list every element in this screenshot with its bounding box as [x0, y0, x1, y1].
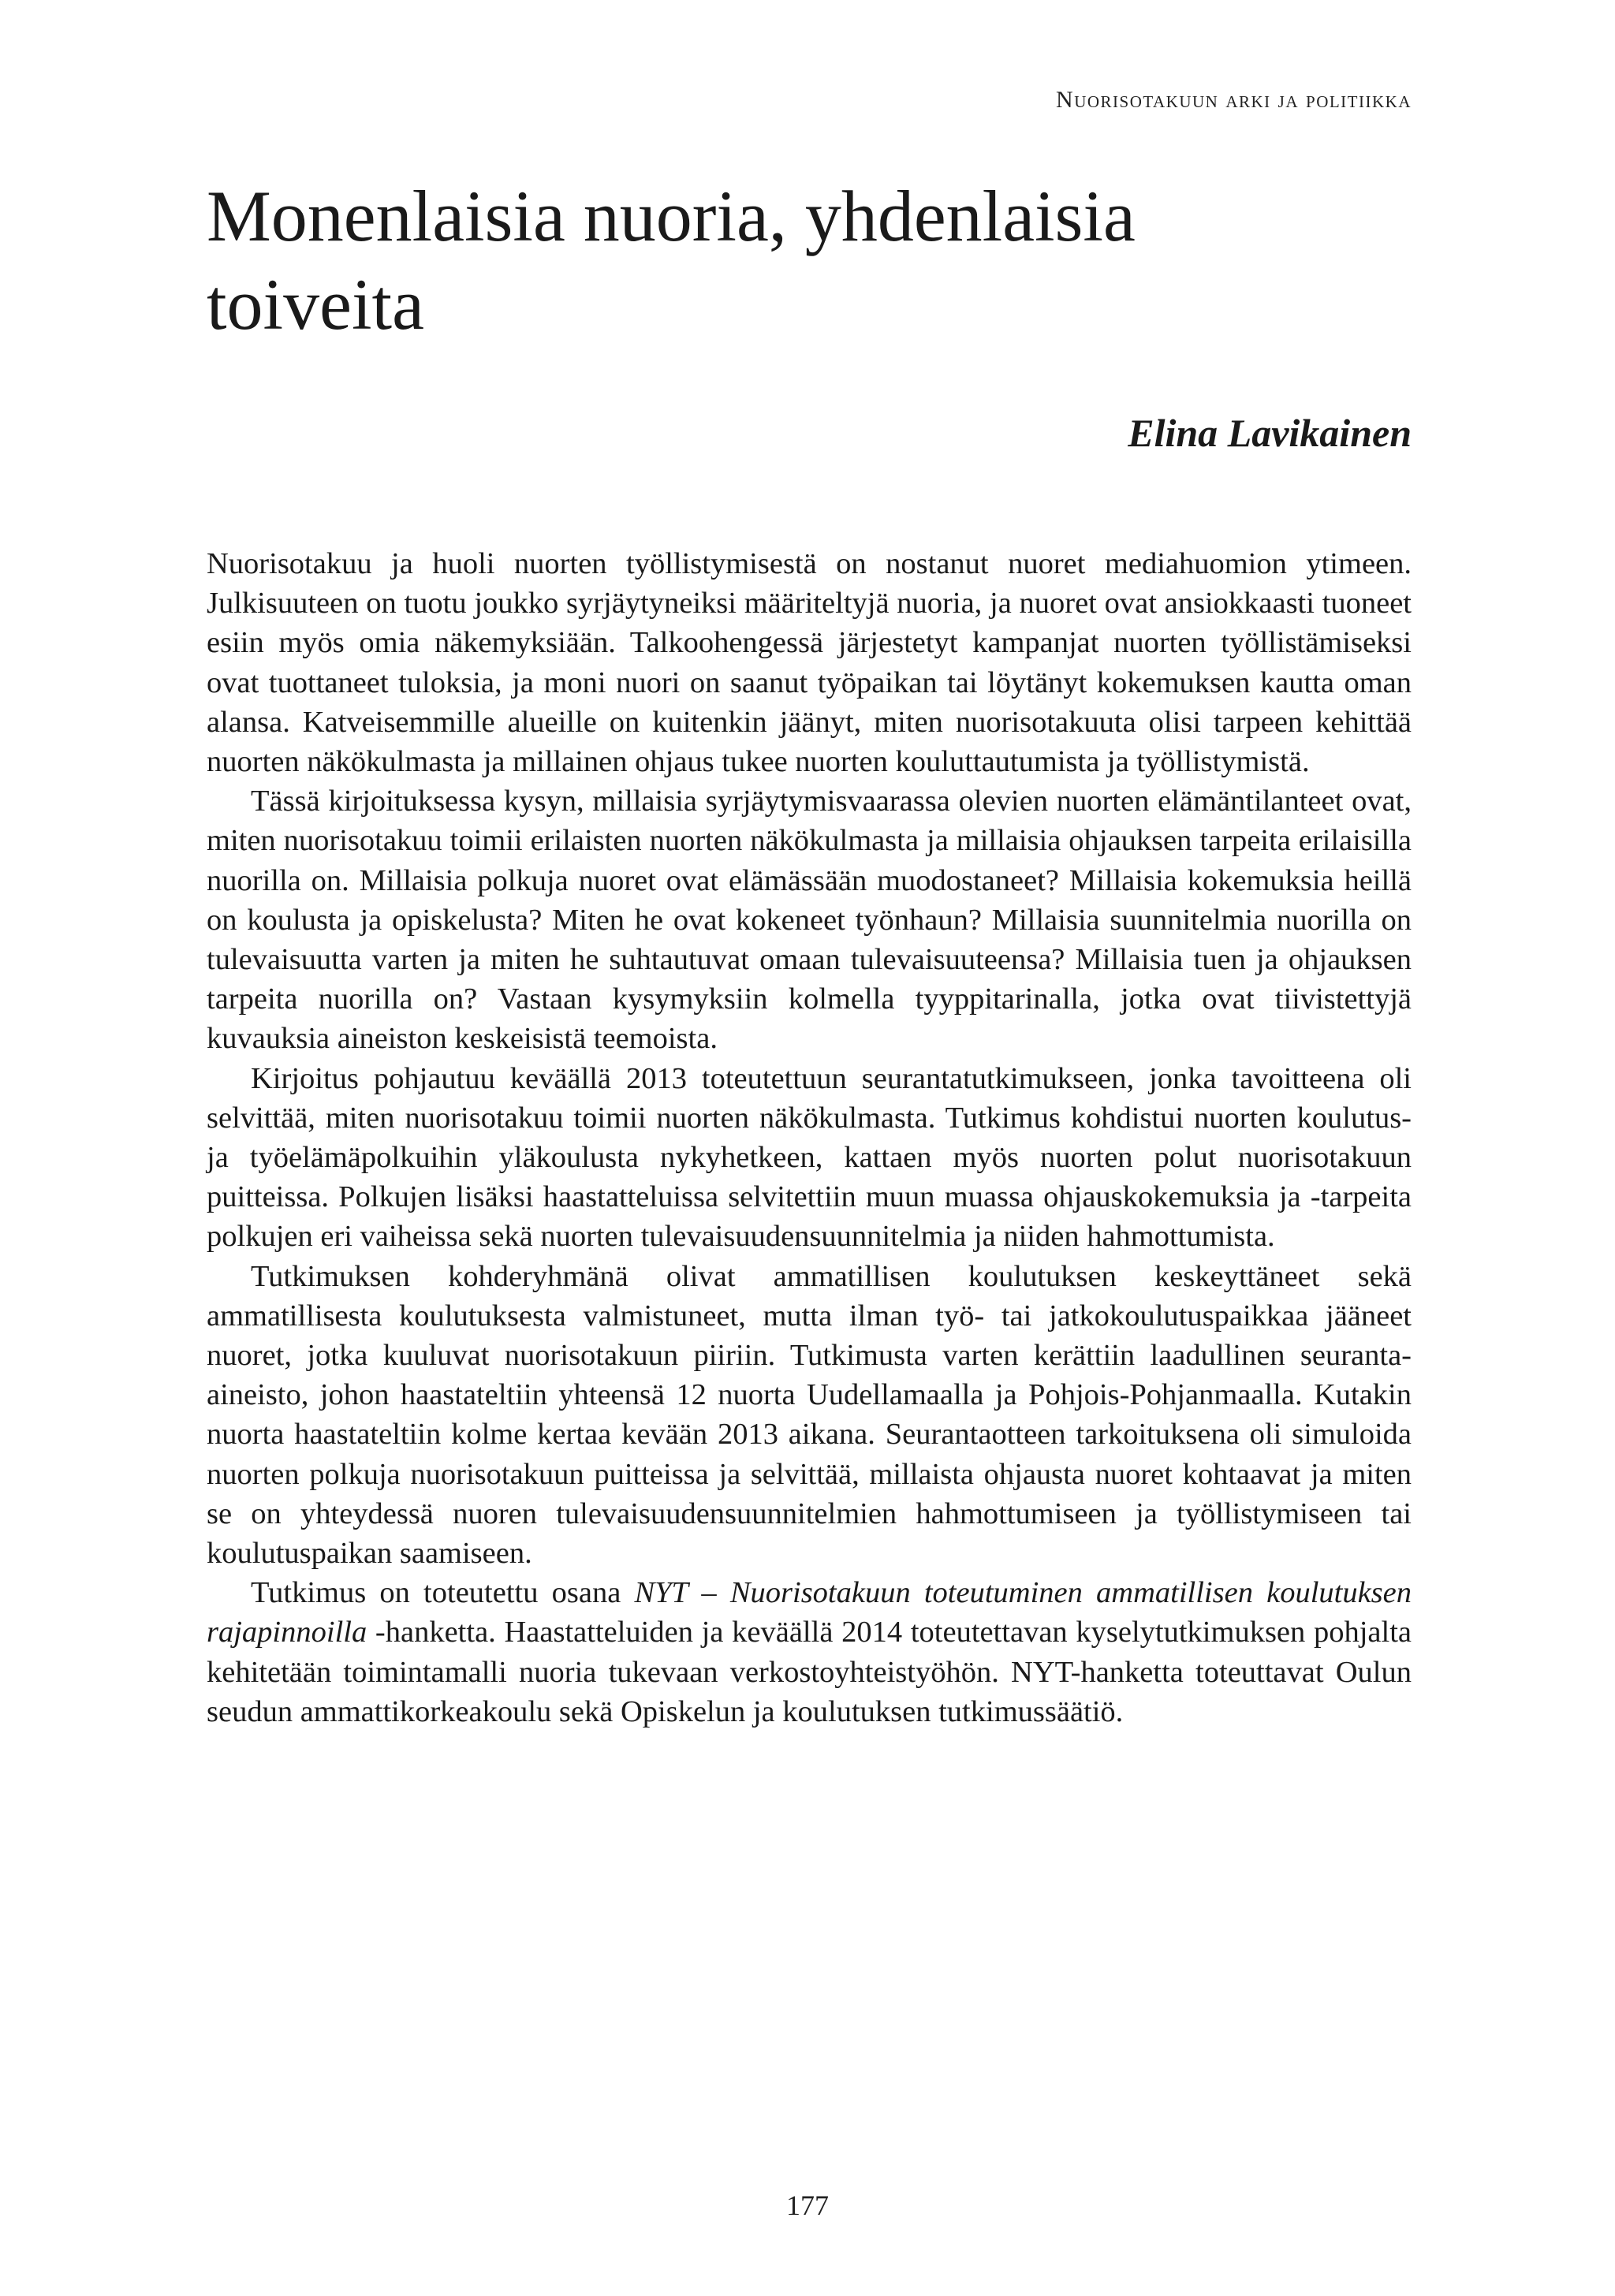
paragraph-2: Tässä kirjoituksessa kysyn, millaisia syrjäytymisvaarassa olevien nuorten elämäntilanteet ovat, miten nuorisotakuu toimii erilaisten nuorten näkökulmasta ja millaisia ohjauksen tarpeita erilaisilla nuorilla on. Millaisia polkuja nuoret ovat elämässään muodostaneet? Millaisia kokemuksia heillä on koulusta ja opiskelusta? Miten he ovat kokeneet työnhaun? Millaisia suunnitelmia nuorilla on tulevaisuutta varten ja miten he suhtautuvat omaan tulevaisuuteensa? Millaisia tuen ja ohjauksen tarpeita nuorilla on? Vastaan kysymyksiin kolmella tyyppitarinalla, jotka ovat tiivistettyjä kuvauksia aineiston keskeisistä teemoista. [207, 785, 1412, 1056]
running-head: Nuorisotakuun arki ja politiikka [1056, 87, 1412, 113]
paragraph-5-rest: -hanketta. Haastatteluiden ja keväällä 2014 toteutettavan kyselytutkimuksen pohjalta kehitetään toimintamalli nuoria tukevaan verkostoyhteistyöhön. NYT-hanketta toteuttavat Oulun seudun ammattikorkeakoulu sekä Opiskelun ja koulutuksen tutkimussäätiö. [207, 1616, 1412, 1728]
article-title: Monenlaisia nuoria, yhdenlaisia toiveita [207, 176, 1136, 345]
article-body [207, 544, 1412, 1731]
paragraph-5-lead: Tutkimus on toteutettu osana [251, 1576, 635, 1610]
paragraph-1: Nuorisotakuu ja huoli nuorten työllistymisestä on nostanut nuoret mediahuomion ytimeen. Julkisuuteen on tuotu joukko syrjäytyneiksi määriteltyjä nuoria, ja nuoret ovat ansiokkaasti tuoneet esiin myös omia näkemyksiään. Talkoohengessä järjestetyt kampanjat nuorten työllistämiseksi ovat tuottaneet tuloksia, ja moni nuori on saanut työpaikan tai löytänyt kokemuksen kautta oman alansa. Katveisemmille alueille on kuitenkin jäänyt, miten nuorisotakuuta olisi tarpeen kehittää nuorten näkökulmasta ja millainen ohjaus tukee nuorten kouluttautumista ja työllistymistä. [207, 547, 1412, 779]
paragraph-3: Kirjoitus pohjautuu keväällä 2013 toteutettuun seurantatutkimukseen, jonka tavoitteena oli selvittää, miten nuorisotakuu toimii nuorten näkökulmasta. Tutkimus kohdistui nuorten koulutus- ja työelämäpolkuihin yläkoulusta nykyhetkeen, kattaen myös nuorten polut nuorisotakuun puitteissa. Polkujen lisäksi haastatteluissa selvitettiin muun muassa ohjauskokemuksia ja -tarpeita polkujen eri vaiheissa sekä nuorten tulevaisuudensuunnitelmia ja niiden hahmottumista. [207, 1061, 1412, 1254]
article-author: Elina Lavikainen [1128, 411, 1412, 455]
paragraph-4: Tutkimuksen kohderyhmänä olivat ammatillisen koulutuksen keskeyttäneet sekä ammatillisesta koulutuksesta valmistuneet, mutta ilman työ- tai jatkokoulutuspaikkaa jääneet nuoret, jotka kuuluvat nuorisotakuun piiriin. Tutkimusta varten kerättiin laadullinen seuranta-aineisto, johon haastateltiin yhteensä 12 nuorta Uudellamaalla ja Pohjois-Pohjanmaalla. Kutakin nuorta haastateltiin kolme kertaa kevään 2013 aikana. Seurantaotteen tarkoituksena oli simuloida nuorten polkuja nuorisotakuun puitteissa ja selvittää, millaista ohjausta nuoret kohtaavat ja miten se on yhteydessä nuoren tulevaisuudensuunnitelmien hahmottumiseen ja työllistymiseen tai koulutuspaikan saamiseen. [207, 1259, 1412, 1571]
paragraph-5 [207, 1573, 1412, 1731]
project-name: NYT – Nuorisotakuun toteutuminen ammatillisen koulutuksen rajapinnoilla [207, 1576, 1412, 1649]
page-number: 177 [786, 2190, 829, 2221]
